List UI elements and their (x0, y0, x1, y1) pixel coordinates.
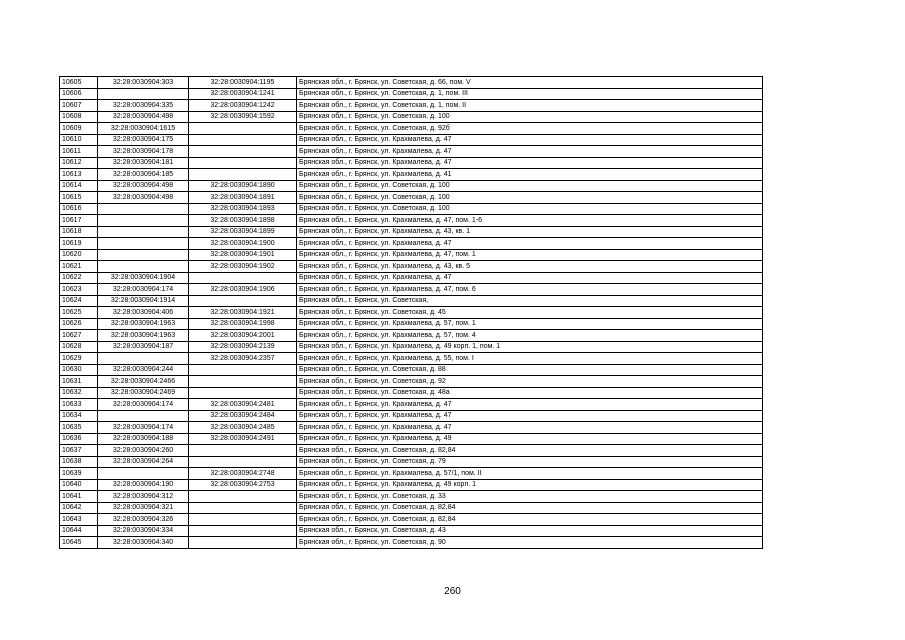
row-number-cell: 10625 (60, 307, 98, 319)
object-number-cell: 32:28:0030904:1901 (189, 249, 297, 261)
row-number-cell: 10626 (60, 318, 98, 330)
row-number-cell: 10641 (60, 491, 98, 503)
row-number-cell: 10609 (60, 123, 98, 135)
row-number-cell: 10613 (60, 169, 98, 181)
table-row (60, 157, 763, 169)
parcel-number-cell: 32:28:0030904:244 (98, 364, 189, 376)
row-number-cell: 10610 (60, 134, 98, 146)
object-number-cell (189, 514, 297, 526)
address-cell: Брянская обл., г. Брянск, ул. Советская, д. 43 (297, 525, 763, 537)
parcel-number-cell (98, 238, 189, 250)
address-cell: Брянская обл., г. Брянск, ул. Крахмалева, д. 49 корп. 1 (297, 479, 763, 491)
parcel-number-cell: 32:28:0030904:1914 (98, 295, 189, 307)
row-number-cell: 10638 (60, 456, 98, 468)
parcel-number-cell: 32:28:0030904:312 (98, 491, 189, 503)
table-row (60, 123, 763, 135)
object-number-cell: 32:28:0030904:1893 (189, 203, 297, 215)
object-number-cell: 32:28:0030904:1921 (189, 307, 297, 319)
object-number-cell (189, 387, 297, 399)
row-number-cell: 10616 (60, 203, 98, 215)
table-row (60, 387, 763, 399)
row-number-cell: 10607 (60, 100, 98, 112)
address-cell: Брянская обл., г. Брянск, ул. Советская, д. 82,84 (297, 514, 763, 526)
address-cell: Брянская обл., г. Брянск, ул. Советская, д. 100 (297, 180, 763, 192)
row-number-cell: 10611 (60, 146, 98, 158)
parcel-number-cell: 32:28:0030904:1963 (98, 330, 189, 342)
table-row (60, 330, 763, 342)
address-cell: Брянская обл., г. Брянск, ул. Советская, (297, 295, 763, 307)
parcel-number-cell (98, 215, 189, 227)
address-cell: Брянская обл., г. Брянск, ул. Крахмалева, д. 47 (297, 422, 763, 434)
table-row (60, 238, 763, 250)
object-number-cell (189, 525, 297, 537)
row-number-cell: 10612 (60, 157, 98, 169)
address-cell: Брянская обл., г. Брянск, ул. Крахмалева, д. 47, пом. 6 (297, 284, 763, 296)
object-number-cell (189, 502, 297, 514)
table-row (60, 318, 763, 330)
object-number-cell: 32:28:0030904:1242 (189, 100, 297, 112)
object-number-cell (189, 456, 297, 468)
address-cell: Брянская обл., г. Брянск, ул. Советская, д. 82,84 (297, 445, 763, 457)
table-row (60, 169, 763, 181)
object-number-cell: 32:28:0030904:1998 (189, 318, 297, 330)
object-number-cell: 32:28:0030904:2481 (189, 399, 297, 411)
object-number-cell (189, 445, 297, 457)
address-cell: Брянская обл., г. Брянск, ул. Советская, д. 79 (297, 456, 763, 468)
cadastral-table (59, 76, 763, 549)
address-cell: Брянская обл., г. Брянск, ул. Крахмалева, д. 47 (297, 410, 763, 422)
parcel-number-cell: 32:28:0030904:187 (98, 341, 189, 353)
row-number-cell: 10630 (60, 364, 98, 376)
parcel-number-cell: 32:28:0030904:2469 (98, 387, 189, 399)
parcel-number-cell (98, 226, 189, 238)
address-cell: Брянская обл., г. Брянск, ул. Советская, д. 100 (297, 111, 763, 123)
parcel-number-cell (98, 468, 189, 480)
address-cell: Брянская обл., г. Брянск, ул. Советская, д. 66, пом. V (297, 77, 763, 89)
parcel-number-cell: 32:28:0030904:1904 (98, 272, 189, 284)
table-row (60, 422, 763, 434)
table-row (60, 295, 763, 307)
address-cell: Брянская обл., г. Брянск, ул. Советская, д. 48а (297, 387, 763, 399)
row-number-cell: 10631 (60, 376, 98, 388)
table-row (60, 502, 763, 514)
object-number-cell: 32:28:0030904:1890 (189, 180, 297, 192)
parcel-number-cell: 32:28:0030904:335 (98, 100, 189, 112)
address-cell: Брянская обл., г. Брянск, ул. Крахмалева, д. 47 (297, 134, 763, 146)
table-row (60, 353, 763, 365)
object-number-cell: 32:28:0030904:1592 (189, 111, 297, 123)
address-cell: Брянская обл., г. Брянск, ул. Советская, д. 100 (297, 203, 763, 215)
object-number-cell: 32:28:0030904:2357 (189, 353, 297, 365)
table-row (60, 433, 763, 445)
address-cell: Брянская обл., г. Брянск, ул. Крахмалева, д. 43, кв. 5 (297, 261, 763, 273)
row-number-cell: 10619 (60, 238, 98, 250)
table-row (60, 307, 763, 319)
table-row (60, 100, 763, 112)
parcel-number-cell: 32:28:0030904:1615 (98, 123, 189, 135)
row-number-cell: 10614 (60, 180, 98, 192)
table-row (60, 77, 763, 89)
row-number-cell: 10615 (60, 192, 98, 204)
parcel-number-cell: 32:28:0030904:264 (98, 456, 189, 468)
parcel-number-cell: 32:28:0030904:406 (98, 307, 189, 319)
parcel-number-cell: 32:28:0030904:326 (98, 514, 189, 526)
parcel-number-cell (98, 410, 189, 422)
parcel-number-cell: 32:28:0030904:188 (98, 433, 189, 445)
row-number-cell: 10639 (60, 468, 98, 480)
address-cell: Брянская обл., г. Брянск, ул. Крахмалева, д. 47 (297, 157, 763, 169)
table-row (60, 215, 763, 227)
table-row (60, 491, 763, 503)
table-row (60, 134, 763, 146)
object-number-cell (189, 169, 297, 181)
row-number-cell: 10624 (60, 295, 98, 307)
parcel-number-cell (98, 249, 189, 261)
parcel-number-cell: 32:28:0030904:321 (98, 502, 189, 514)
table-row (60, 88, 763, 100)
object-number-cell: 32:28:0030904:2484 (189, 410, 297, 422)
address-cell: Брянская обл., г. Брянск, ул. Советская, д. 45 (297, 307, 763, 319)
object-number-cell: 32:28:0030904:1195 (189, 77, 297, 89)
parcel-number-cell: 32:28:0030904:303 (98, 77, 189, 89)
parcel-number-cell: 32:28:0030904:498 (98, 111, 189, 123)
table-body (60, 77, 763, 549)
parcel-number-cell: 32:28:0030904:178 (98, 146, 189, 158)
table-row (60, 180, 763, 192)
page-number: 260 (444, 586, 461, 597)
row-number-cell: 10605 (60, 77, 98, 89)
object-number-cell: 32:28:0030904:2491 (189, 433, 297, 445)
address-cell: Брянская обл., г. Брянск, ул. Крахмалева, д. 49 корп. 1, пом. 1 (297, 341, 763, 353)
row-number-cell: 10627 (60, 330, 98, 342)
table-row (60, 399, 763, 411)
object-number-cell: 32:28:0030904:1902 (189, 261, 297, 273)
address-cell: Брянская обл., г. Брянск, ул. Советская, д. 82,84 (297, 502, 763, 514)
table-row (60, 203, 763, 215)
row-number-cell: 10640 (60, 479, 98, 491)
table-row (60, 514, 763, 526)
object-number-cell: 32:28:0030904:2139 (189, 341, 297, 353)
object-number-cell (189, 272, 297, 284)
address-cell: Брянская обл., г. Брянск, ул. Крахмалева, д. 57/1, пом. II (297, 468, 763, 480)
parcel-number-cell: 32:28:0030904:175 (98, 134, 189, 146)
parcel-number-cell: 32:28:0030904:185 (98, 169, 189, 181)
row-number-cell: 10634 (60, 410, 98, 422)
address-cell: Брянская обл., г. Брянск, ул. Советская, д. 1, пом. III (297, 88, 763, 100)
address-cell: Брянская обл., г. Брянск, ул. Крахмалева, д. 55, пом. I (297, 353, 763, 365)
parcel-number-cell: 32:28:0030904:334 (98, 525, 189, 537)
object-number-cell: 32:28:0030904:1898 (189, 215, 297, 227)
row-number-cell: 10633 (60, 399, 98, 411)
parcel-number-cell: 32:28:0030904:260 (98, 445, 189, 457)
row-number-cell: 10606 (60, 88, 98, 100)
table-row (60, 249, 763, 261)
address-cell: Брянская обл., г. Брянск, ул. Крахмалева, д. 43, кв. 1 (297, 226, 763, 238)
table-row (60, 445, 763, 457)
parcel-number-cell (98, 88, 189, 100)
row-number-cell: 10629 (60, 353, 98, 365)
row-number-cell: 10622 (60, 272, 98, 284)
address-cell: Брянская обл., г. Брянск, ул. Советская, д. 90 (297, 537, 763, 549)
parcel-number-cell: 32:28:0030904:498 (98, 192, 189, 204)
parcel-number-cell: 32:28:0030904:1963 (98, 318, 189, 330)
parcel-number-cell: 32:28:0030904:174 (98, 422, 189, 434)
parcel-number-cell (98, 353, 189, 365)
table-row (60, 111, 763, 123)
parcel-number-cell: 32:28:0030904:174 (98, 399, 189, 411)
row-number-cell: 10642 (60, 502, 98, 514)
table-row (60, 479, 763, 491)
address-cell: Брянская обл., г. Брянск, ул. Крахмалева, д. 47 (297, 146, 763, 158)
parcel-number-cell: 32:28:0030904:181 (98, 157, 189, 169)
address-cell: Брянская обл., г. Брянск, ул. Крахмалева, д. 49 (297, 433, 763, 445)
address-cell: Брянская обл., г. Брянск, ул. Крахмалева, д. 47 (297, 238, 763, 250)
table-row (60, 468, 763, 480)
table-row (60, 537, 763, 549)
row-number-cell: 10628 (60, 341, 98, 353)
row-number-cell: 10643 (60, 514, 98, 526)
table-row (60, 226, 763, 238)
row-number-cell: 10608 (60, 111, 98, 123)
table-row (60, 192, 763, 204)
address-cell: Брянская обл., г. Брянск, ул. Крахмалева, д. 47, пом. 1 (297, 249, 763, 261)
address-cell: Брянская обл., г. Брянск, ул. Советская, д. 88 (297, 364, 763, 376)
object-number-cell: 32:28:0030904:1891 (189, 192, 297, 204)
table-row (60, 525, 763, 537)
parcel-number-cell: 32:28:0030904:174 (98, 284, 189, 296)
address-cell: Брянская обл., г. Брянск, ул. Советская, д. 1, пом. II (297, 100, 763, 112)
object-number-cell: 32:28:0030904:1241 (189, 88, 297, 100)
table-row (60, 261, 763, 273)
parcel-number-cell: 32:28:0030904:340 (98, 537, 189, 549)
address-cell: Брянская обл., г. Брянск, ул. Крахмалева, д. 57, пом. 4 (297, 330, 763, 342)
row-number-cell: 10636 (60, 433, 98, 445)
table-row (60, 272, 763, 284)
address-cell: Брянская обл., г. Брянск, ул. Советская, д. 92 (297, 376, 763, 388)
parcel-number-cell: 32:28:0030904:190 (98, 479, 189, 491)
address-cell: Брянская обл., г. Брянск, ул. Крахмалева, д. 47 (297, 399, 763, 411)
object-number-cell (189, 123, 297, 135)
address-cell: Брянская обл., г. Брянск, ул. Советская, д. 100 (297, 192, 763, 204)
table-row (60, 364, 763, 376)
address-cell: Брянская обл., г. Брянск, ул. Крахмалева, д. 57, пом. 1 (297, 318, 763, 330)
object-number-cell: 32:28:0030904:2748 (189, 468, 297, 480)
address-cell: Брянская обл., г. Брянск, ул. Крахмалева, д. 47 (297, 272, 763, 284)
row-number-cell: 10644 (60, 525, 98, 537)
object-number-cell (189, 134, 297, 146)
row-number-cell: 10617 (60, 215, 98, 227)
object-number-cell: 32:28:0030904:2485 (189, 422, 297, 434)
table-row (60, 410, 763, 422)
parcel-number-cell (98, 203, 189, 215)
table-row (60, 341, 763, 353)
table-row (60, 456, 763, 468)
row-number-cell: 10637 (60, 445, 98, 457)
address-cell: Брянская обл., г. Брянск, ул. Советская, д. 33 (297, 491, 763, 503)
table-row (60, 284, 763, 296)
address-cell: Брянская обл., г. Брянск, ул. Крахмалева, д. 41 (297, 169, 763, 181)
row-number-cell: 10632 (60, 387, 98, 399)
parcel-number-cell (98, 261, 189, 273)
object-number-cell (189, 364, 297, 376)
row-number-cell: 10621 (60, 261, 98, 273)
table-row (60, 146, 763, 158)
object-number-cell: 32:28:0030904:1900 (189, 238, 297, 250)
object-number-cell: 32:28:0030904:1906 (189, 284, 297, 296)
row-number-cell: 10620 (60, 249, 98, 261)
address-cell: Брянская обл., г. Брянск, ул. Советская, д. 92б (297, 123, 763, 135)
row-number-cell: 10645 (60, 537, 98, 549)
object-number-cell (189, 491, 297, 503)
row-number-cell: 10635 (60, 422, 98, 434)
object-number-cell: 32:28:0030904:1899 (189, 226, 297, 238)
table-row (60, 376, 763, 388)
object-number-cell (189, 157, 297, 169)
parcel-number-cell: 32:28:0030904:498 (98, 180, 189, 192)
object-number-cell: 32:28:0030904:2753 (189, 479, 297, 491)
object-number-cell (189, 537, 297, 549)
object-number-cell (189, 376, 297, 388)
parcel-number-cell: 32:28:0030904:2466 (98, 376, 189, 388)
object-number-cell: 32:28:0030904:2001 (189, 330, 297, 342)
address-cell: Брянская обл., г. Брянск, ул. Крахмалева, д. 47, пом. 1-6 (297, 215, 763, 227)
row-number-cell: 10618 (60, 226, 98, 238)
row-number-cell: 10623 (60, 284, 98, 296)
object-number-cell (189, 295, 297, 307)
object-number-cell (189, 146, 297, 158)
